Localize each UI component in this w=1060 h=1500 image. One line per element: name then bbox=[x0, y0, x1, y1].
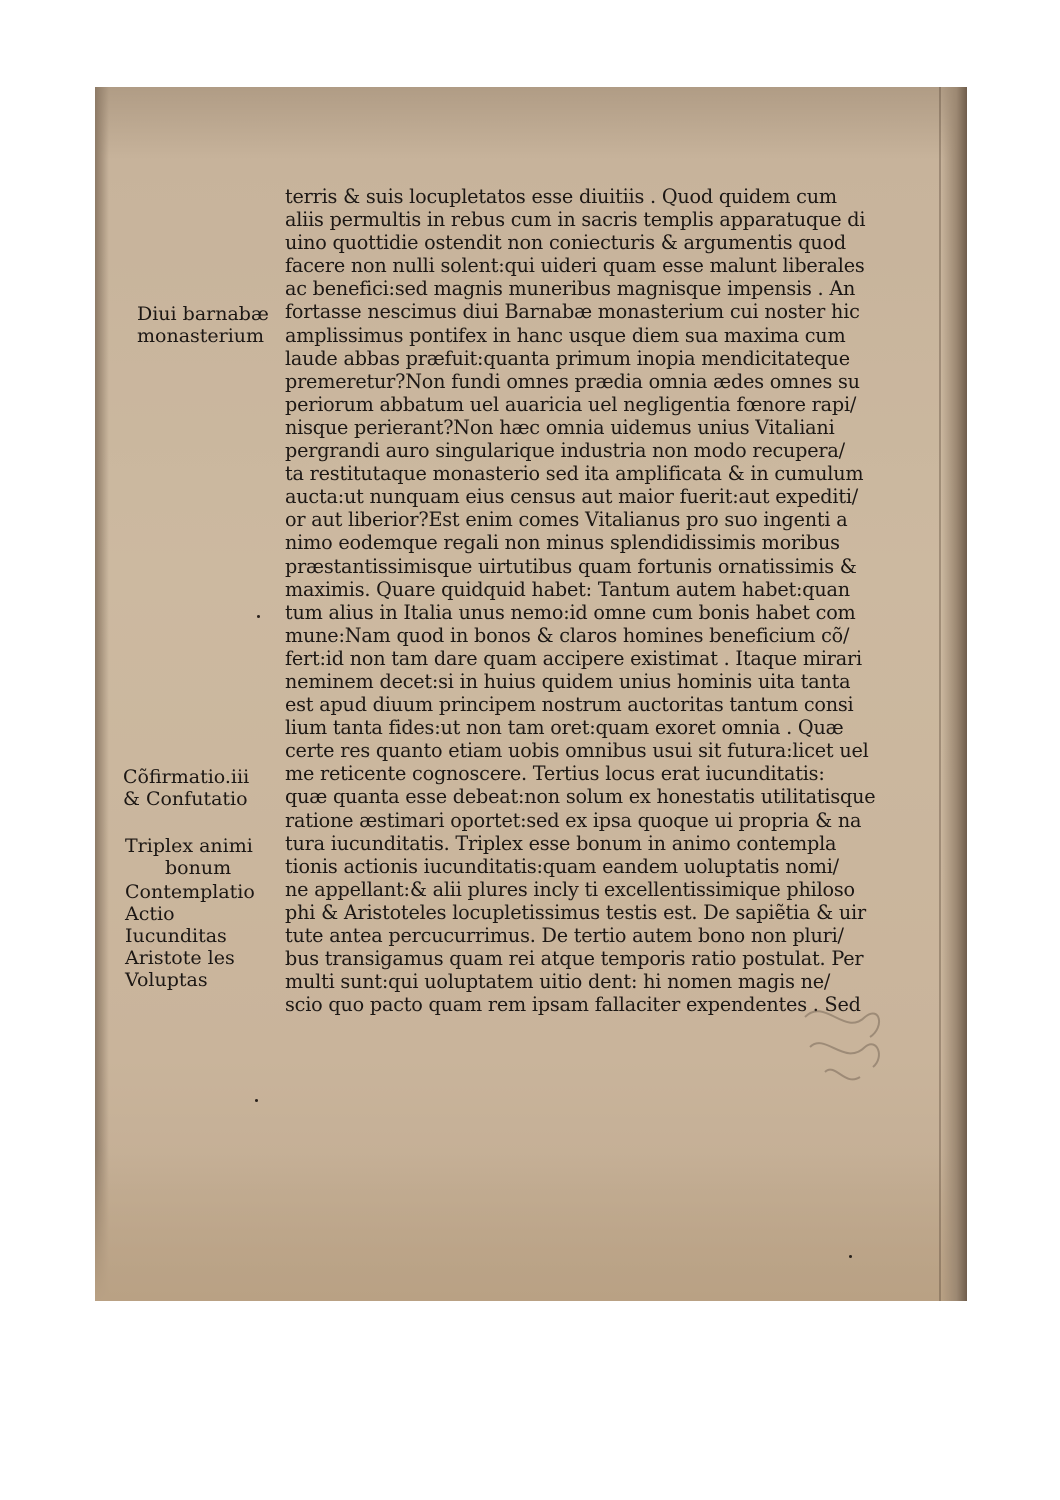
text-line: periorum abbatum uel auaricia uel negligentia fœnore rapi/ bbox=[285, 392, 857, 416]
text-line: bus transigamus quam rei atque temporis ratio postulat. Per bbox=[285, 947, 864, 971]
text-line: uino quottidie ostendit non coniecturis & argumentis quod bbox=[285, 231, 846, 255]
text-line: quæ quanta esse debeat:non solum ex honestatis utilitatisque bbox=[285, 785, 876, 809]
text-line: tum alius in Italia unus nemo:id omne cum bonis habet com bbox=[285, 600, 856, 624]
main-text-block bbox=[285, 185, 885, 1016]
text-line: nisque perierant?Non hæc omnia uidemus unius Vitaliani bbox=[285, 415, 835, 439]
text-line: fortasse nescimus diui Barnabæ monasterium cui noster hic bbox=[285, 300, 860, 324]
text-line: scio quo pacto quam rem ipsam fallaciter expendentes . Sed bbox=[285, 993, 861, 1017]
margin-note-actio: Actio bbox=[125, 903, 175, 925]
text-line: terris & suis locupletatos esse diuitiis . Quod quidem cum bbox=[285, 185, 837, 208]
ink-mark bbox=[255, 1099, 258, 1102]
margin-note-triplex bbox=[125, 835, 253, 879]
text-line: laude abbas præfuit:quanta primum inopia mendicitateque bbox=[285, 346, 850, 370]
text-line: mune:Nam quod in bonos & claros homines beneficium cõ/ bbox=[285, 623, 850, 647]
margin-note-barnabae bbox=[137, 303, 269, 347]
text-line: tionis actionis iucunditatis:quam eandem uoluptatis nomi/ bbox=[285, 854, 839, 878]
margin-note-line: bonum bbox=[165, 857, 232, 879]
text-line: me reticente cognoscere. Tertius locus erat iucunditatis: bbox=[285, 762, 825, 786]
library-stamp-icon bbox=[785, 987, 895, 1097]
text-line: multi sunt:qui uoluptatem uitio dent: hi nomen magis ne/ bbox=[285, 970, 831, 994]
margin-note-line: & Confutatio bbox=[123, 788, 248, 810]
water-stain bbox=[95, 1151, 967, 1301]
text-line: premeretur?Non fundi omnes prædia omnia ædes omnes su bbox=[285, 369, 860, 393]
margin-note-line: Diui barnabæ bbox=[137, 303, 269, 325]
text-line: phi & Aristoteles locupletissimus testis est. De sapiẽtia & uir bbox=[285, 900, 866, 924]
margin-note-contemplatio: Contemplatio bbox=[125, 881, 255, 903]
text-line: tute antea percucurrimus. De tertio autem bono non pluri/ bbox=[285, 924, 844, 947]
text-line: pergrandi auro singularique industria non modo recupera/ bbox=[285, 439, 845, 463]
margin-note-line: Triplex animi bbox=[125, 835, 253, 857]
text-line: ac benefici:sed magnis muneribus magnisque impensis . An bbox=[285, 277, 856, 301]
text-line: tura iucunditatis. Triplex esse bonum in animo contempla bbox=[285, 831, 837, 855]
text-line: maximis. Quare quidquid habet: Tantum autem habet:quan bbox=[285, 577, 850, 601]
text-line: fert:id non tam dare quam accipere existimat . Itaque mirari bbox=[285, 646, 862, 670]
margin-note-line: Cõfirmatio.iii bbox=[123, 766, 250, 788]
ink-mark bbox=[849, 1255, 852, 1258]
page-right-edge bbox=[941, 87, 967, 1301]
margin-note-confirmatio bbox=[123, 766, 249, 810]
text-line: certe res quanto etiam uobis omnibus usui sit futura:licet uel bbox=[285, 739, 869, 763]
margin-note-iucunditas: Iucunditas bbox=[125, 925, 227, 947]
text-line: ne appellant:& alii plures incly ti excellentissimique philoso bbox=[285, 877, 855, 901]
text-line: ta restitutaque monasterio sed ita amplificata & in cumulum bbox=[285, 462, 864, 486]
text-line: aucta:ut nunquam eius census aut maior fuerit:aut expediti/ bbox=[285, 485, 859, 509]
page-left-edge bbox=[95, 87, 109, 1301]
text-line: est apud diuum principem nostrum auctoritas tantum consi bbox=[285, 693, 854, 717]
text-line: neminem decet:si in huius quidem unius hominis uita tanta bbox=[285, 669, 851, 693]
margin-note-aristoteles: Aristote les bbox=[125, 947, 235, 969]
page-photo bbox=[95, 87, 967, 1301]
text-line: nimo eodemque regali non minus splendidissimis moribus bbox=[285, 531, 840, 555]
text-line: or aut liberior?Est enim comes Vitalianus pro suo ingenti a bbox=[285, 508, 848, 532]
text-line: ratione æstimari oportet:sed ex ipsa quoque ui propria & na bbox=[285, 808, 862, 832]
margin-note-line: monasterium bbox=[137, 325, 265, 347]
text-line: amplissimus pontifex in hanc usque diem sua maxima cum bbox=[285, 323, 846, 347]
margin-note-list bbox=[125, 881, 255, 991]
margin-note-voluptas: Voluptas bbox=[125, 969, 208, 991]
text-line: aliis permultis in rebus cum in sacris templis apparatuque di bbox=[285, 208, 866, 232]
text-line: præstantissimisque uirtutibus quam fortunis ornatissimis & bbox=[285, 554, 857, 578]
ink-mark bbox=[257, 615, 260, 618]
text-line: lium tanta fides:ut non tam oret:quam exoret omnia . Quæ bbox=[285, 716, 844, 740]
text-line: facere non nulli solent:qui uideri quam esse malunt liberales bbox=[285, 254, 865, 278]
